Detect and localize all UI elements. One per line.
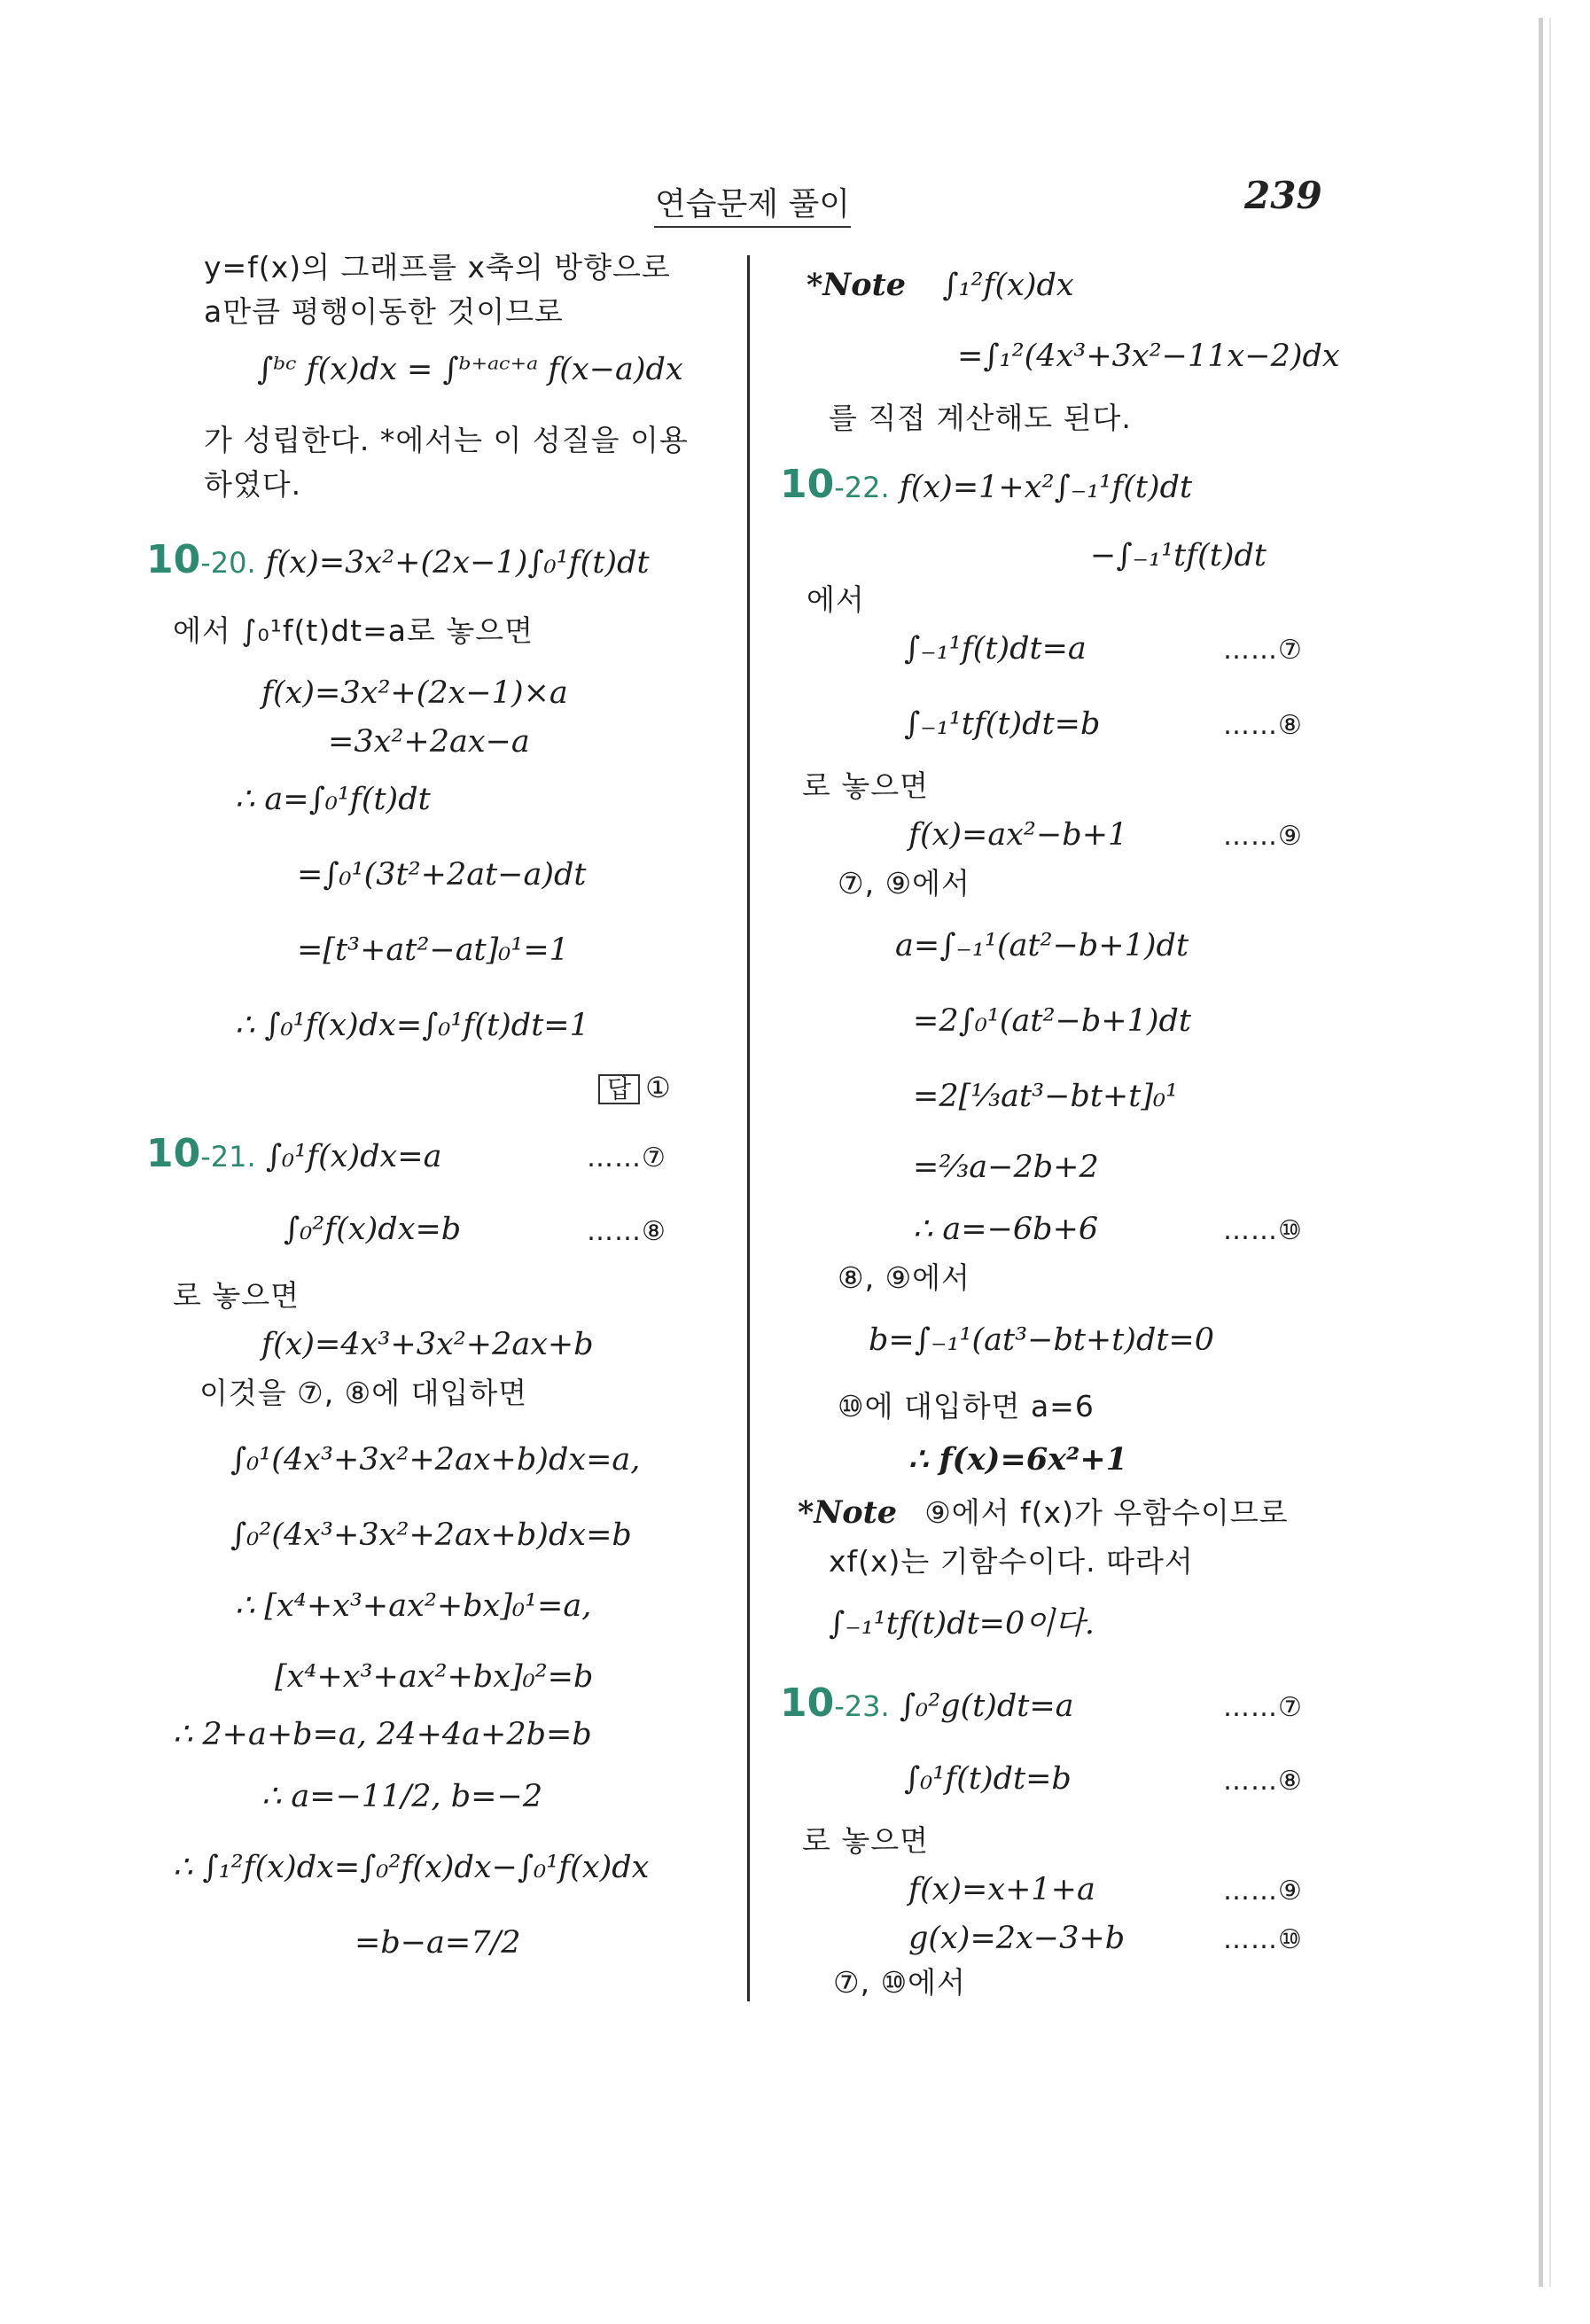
text-line: 이것을 ⑦, ⑧에 대입하면 [199, 1376, 528, 1410]
formula: ∫₀¹f(t)dt=b [904, 1761, 1072, 1797]
formula: g(x)=2x−3+b [908, 1921, 1126, 1956]
formula: ∴ 2+a+b=a, 24+4a+2b=b [173, 1717, 592, 1752]
formula: ∫₀²g(t)dt=a [899, 1688, 1074, 1724]
equation-marker: ……⑧ [1223, 710, 1303, 741]
note-2 [798, 1493, 1289, 1532]
problem-suffix: -20. [200, 546, 256, 580]
equation-marker: ……⑧ [1223, 1766, 1303, 1797]
formula: =[t³+at²−at]₀¹=1 [297, 932, 569, 968]
formula: =b−a=7/2 [355, 1925, 521, 1961]
equation-marker: ……⑦ [1223, 1692, 1303, 1723]
formula: ∫₀¹f(x)dx=a [265, 1139, 442, 1174]
problem-number: 10 [146, 537, 201, 582]
formula: =3x²+2ax−a [328, 724, 530, 760]
formula: f(x)=4x³+3x²+2ax+b [261, 1327, 594, 1362]
formula: b=∫₋₁¹(at³−bt+t)dt=0 [869, 1322, 1215, 1358]
answer-value: ① [645, 1071, 671, 1104]
formula: ∴ a=∫₀¹f(t)dt [235, 782, 431, 817]
text-line: 에서 [807, 582, 865, 617]
formula: f(x)=x+1+a [908, 1872, 1095, 1907]
formula: =2[⅓at³−bt+t]₀¹ [913, 1079, 1179, 1114]
text-line: ⑦, ⑩에서 [833, 1965, 966, 2000]
equation-marker: ……⑦ [1223, 635, 1303, 666]
problem-number: 10 [146, 1131, 201, 1176]
problem-number: 10 [780, 462, 835, 507]
intro-line: 가 성립한다. *에서는 이 성질을 이용 [204, 423, 689, 457]
formula: ∴ [x⁴+x³+ax²+bx]₀¹=a, [235, 1588, 592, 1624]
formula: [x⁴+x³+ax²+bx]₀²=b [275, 1659, 594, 1695]
problem-10-20 [146, 537, 650, 582]
problem-10-22 [780, 462, 1193, 507]
page-number: 239 [1244, 174, 1322, 217]
formula: =∫₀¹(3t²+2at−a)dt [297, 857, 587, 893]
formula: ∫₋₁¹f(t)dt=a [904, 631, 1087, 667]
formula: a=∫₋₁¹(at²−b+1)dt [895, 928, 1189, 963]
formula: −∫₋₁¹tf(t)dt [1090, 538, 1267, 573]
equation-marker: ……⑩ [1223, 1215, 1303, 1246]
note-label: *Note [807, 267, 907, 303]
equation-marker: ……⑧ [587, 1216, 666, 1247]
formula: ∴ ∫₀¹f(x)dx=∫₀¹f(t)dt=1 [235, 1008, 589, 1043]
note-label: *Note [798, 1494, 898, 1531]
equation-marker: ……⑨ [1223, 1876, 1303, 1907]
problem-number: 10 [780, 1681, 835, 1726]
intro-formula: ∫ᵇᶜ f(x)dx = ∫ᵇ⁺ᵃᶜ⁺ᵃ f(x−a)dx [257, 352, 683, 387]
answer [598, 1068, 671, 1107]
text-line: ⑨에서 f(x)가 우함수이므로 [924, 1495, 1289, 1530]
text-line: ⑧, ⑨에서 [838, 1260, 970, 1295]
formula: ∫₋₁¹tf(t)dt=b [904, 706, 1101, 742]
text-line: 로 놓으면 [802, 1823, 930, 1858]
intro-line: a만큼 평행이동한 것이므로 [204, 294, 564, 329]
formula: ∫₀²(4x³+3x²+2ax+b)dx=b [230, 1517, 632, 1553]
page-header [0, 174, 1590, 236]
problem-suffix: -22. [834, 471, 890, 504]
formula: f(x)=3x²+(2x−1)×a [261, 675, 568, 711]
intro-line: 하였다. [204, 467, 302, 502]
section-title: 연습문제 풀이 [654, 179, 851, 228]
formula: ∴ a=−11/2, b=−2 [261, 1779, 543, 1814]
answer-label: 답 [598, 1074, 640, 1104]
problem-10-21 [146, 1131, 442, 1176]
intro-line: y=f(x)의 그래프를 x축의 방향으로 [204, 250, 671, 285]
formula: =2∫₀¹(at²−b+1)dt [913, 1003, 1191, 1039]
text-line: 로 놓으면 [802, 768, 930, 803]
problem-10-23 [780, 1681, 1074, 1726]
text-line: ⑦, ⑨에서 [838, 866, 970, 901]
text-line: xf(x)는 기함수이다. 따라서 [829, 1544, 1194, 1579]
formula: ∴ f(x)=6x²+1 [908, 1441, 1128, 1478]
problem-suffix: -23. [834, 1689, 890, 1723]
page-edge-shadow-inner [1549, 18, 1551, 2287]
text-line: 로 놓으면 [173, 1278, 300, 1313]
text-line: ⑩에 대입하면 a=6 [838, 1389, 1095, 1423]
formula: ∫₋₁¹tf(t)dt=0이다. [829, 1606, 1095, 1642]
problem-suffix: -21. [200, 1140, 256, 1174]
text-line: 를 직접 계산해도 된다. [829, 401, 1132, 435]
equation-marker: ……⑨ [1223, 821, 1303, 852]
equation-marker: ……⑩ [1223, 1924, 1303, 1955]
formula: f(x)=1+x²∫₋₁¹f(t)dt [899, 470, 1193, 505]
formula: f(x)=ax²−b+1 [908, 817, 1128, 853]
formula: ∫₀²f(x)dx=b [284, 1212, 462, 1247]
column-divider [747, 255, 750, 2001]
formula: =⅔a−2b+2 [913, 1150, 1099, 1185]
formula: =∫₁²(4x³+3x²−11x−2)dx [957, 339, 1340, 374]
page-edge-shadow [1539, 18, 1543, 2287]
formula: f(x)=3x²+(2x−1)∫₀¹f(t)dt [265, 545, 650, 581]
formula: ∫₀¹(4x³+3x²+2ax+b)dx=a, [230, 1442, 641, 1478]
note-1 [807, 266, 1074, 305]
equation-marker: ……⑦ [587, 1143, 666, 1174]
formula: ∴ a=−6b+6 [913, 1212, 1099, 1247]
text-line: 에서 ∫₀¹f(t)dt=a로 놓으면 [173, 613, 534, 648]
formula: ∫₁²f(x)dx [942, 268, 1074, 303]
formula: ∴ ∫₁²f(x)dx=∫₀²f(x)dx−∫₀¹f(x)dx [173, 1850, 650, 1885]
